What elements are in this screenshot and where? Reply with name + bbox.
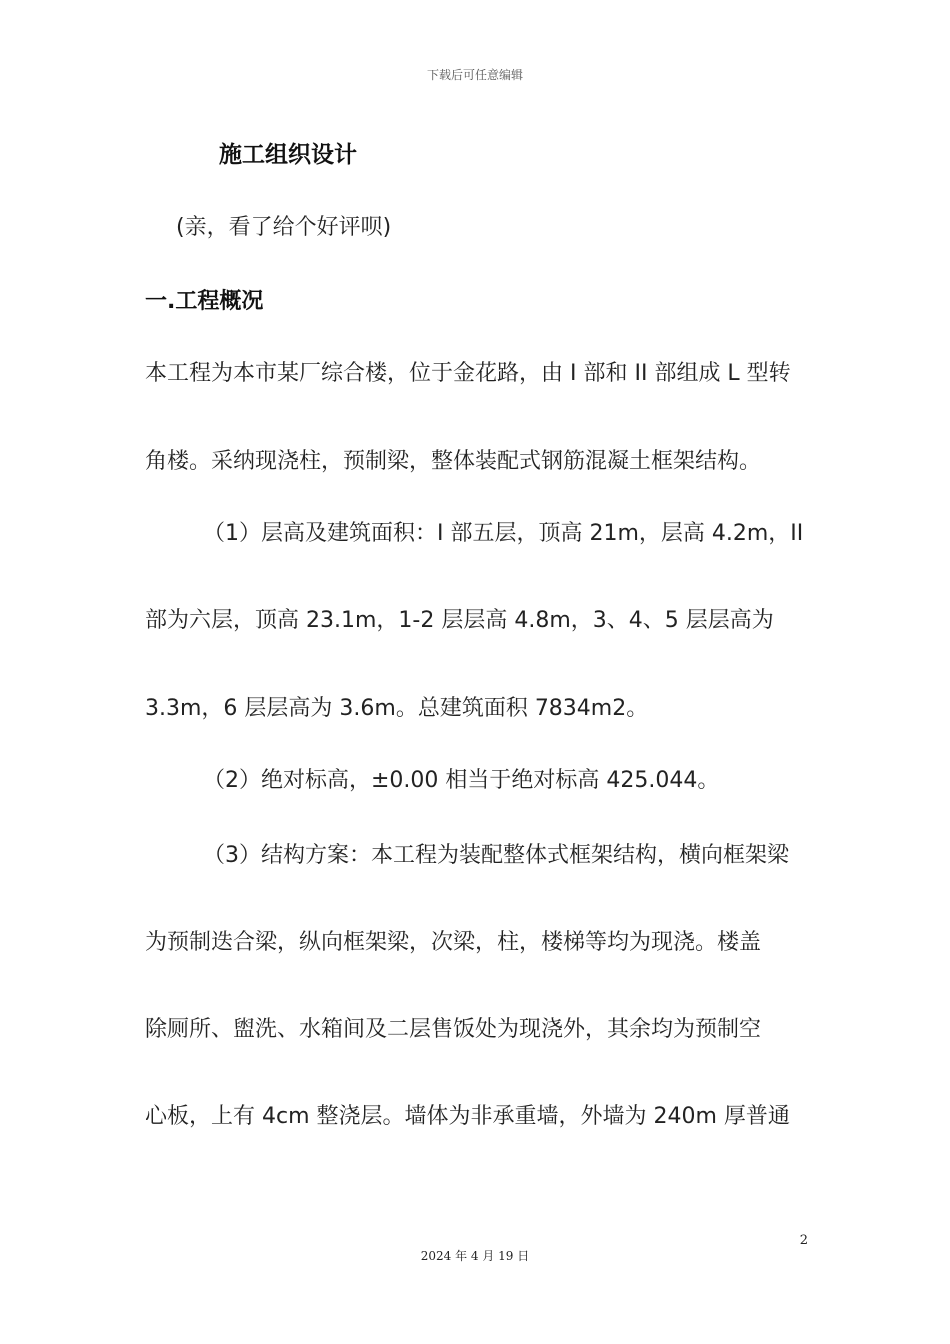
document-title: 施工组织设计 xyxy=(219,142,357,168)
body-line-5: 3.3m，6 层层高为 3.6m。总建筑面积 7834m2。 xyxy=(145,696,649,721)
section-heading: 一.工程概况 xyxy=(145,289,264,314)
header-note: 下载后可任意编辑 xyxy=(426,68,523,82)
body-line-6: （2）绝对标高，±0.00 相当于绝对标高 425.044。 xyxy=(203,768,720,793)
page-number: 2 xyxy=(799,1233,808,1248)
body-line-3: （1）层高及建筑面积：I 部五层，顶高 21m，层高 4.2m，II xyxy=(203,521,804,546)
body-line-9: 除厕所、盥洗、水箱间及二层售饭处为现浇外，其余均为预制空 xyxy=(145,1017,762,1042)
body-line-4: 部为六层，顶高 23.1m，1-2 层层高 4.8m，3、4、5 层层高为 xyxy=(145,608,774,633)
document-subtitle: (亲，看了给个好评呗) xyxy=(176,215,392,240)
body-line-2: 角楼。采纳现浇柱，预制梁，整体装配式钢筋混凝土框架结构。 xyxy=(145,449,762,474)
body-line-10: 心板，上有 4cm 整浇层。墙体为非承重墙，外墙为 240m 厚普通 xyxy=(145,1104,790,1129)
body-line-7: （3）结构方案：本工程为装配整体式框架结构，横向框架梁 xyxy=(203,843,789,868)
footer-date: 2024 年 4 月 19 日 xyxy=(420,1249,530,1263)
body-line-8: 为预制迭合梁，纵向框架梁，次梁，柱，楼梯等均为现浇。楼盖 xyxy=(145,930,762,955)
body-line-1: 本工程为本市某厂综合楼，位于金花路，由 I 部和 II 部组成 L 型转 xyxy=(145,361,791,386)
